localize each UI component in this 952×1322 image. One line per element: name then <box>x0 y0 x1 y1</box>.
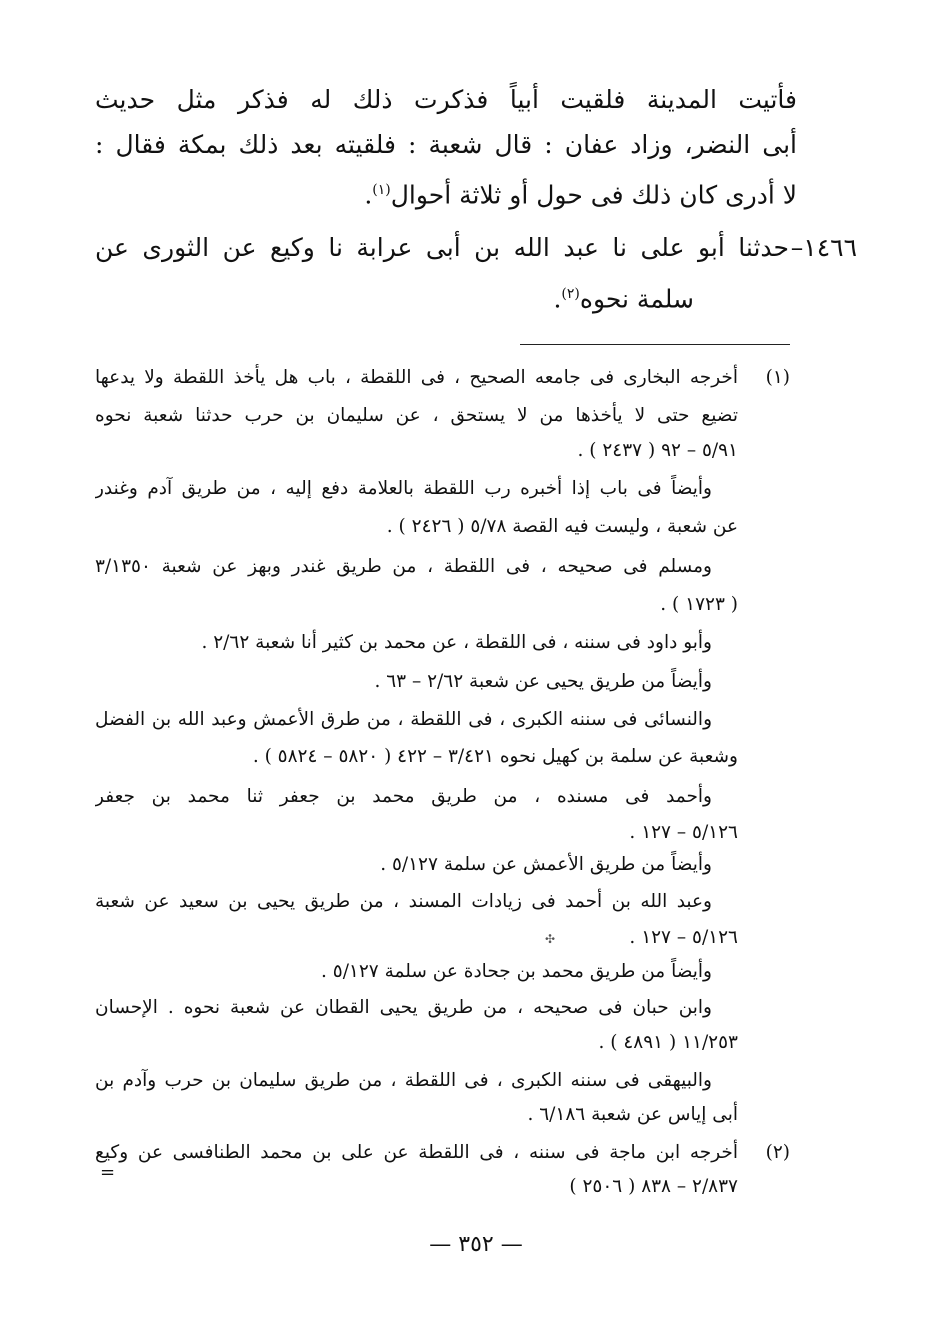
footnote-1-line-14: وأيضاً من طريق الأعمش عن سلمة ٥/١٢٧ . <box>380 854 712 875</box>
footnote-1-line-17: وأيضاً من طريق محمد بن جحادة عن سلمة ٥/١٢٧ . <box>321 961 712 982</box>
footnote-1-line-16: ٥/١٢٦ – ١٢٧ . <box>629 927 738 948</box>
footnote-1-line-3: ٥/٩١ – ٩٢ ( ٢٤٣٧ ) . <box>577 440 738 461</box>
hadith-number: ١٤٦٦– <box>790 233 857 262</box>
footnote-1-line-1: أخرجه البخارى فى جامعه الصحيح ، فى اللقطة ، باب هل يأخذ اللقطة ولا يدعها <box>95 367 738 388</box>
hadith-line-2 <box>95 274 694 319</box>
footnote-1-line-11: وشعبة عن سلمة بن كهيل نحوه ٣/٤٢١ – ٤٢٢ ( ٥٨٢٠ – ٥٨٢٤ ) . <box>252 746 738 767</box>
footnote-1-line-6: ومسلم فى صحيحه ، فى اللقطة ، من طريق غندر وبهز عن شعبة ٣/١٣٥٠ <box>95 556 712 577</box>
footnote-1-line-18: وابن حبان فى صحيحه ، من طريق يحيى القطان عن شعبة نحوه . الإحسان <box>95 997 712 1018</box>
footnote-1-line-21: أبى إياس عن شعبة ٦/١٨٦ . <box>527 1104 738 1125</box>
footnote-separator <box>520 344 790 345</box>
hadith-line-2-end: . <box>553 284 562 314</box>
main-text-line-1: فأتيت المدينة فلقيت أبياً فذكرت ذلك له فذكر مثل حديث <box>95 85 797 114</box>
footnote-2-marker: (٢) <box>765 1142 790 1163</box>
footnote-1-line-12: وأحمد فى مسنده ، من طريق محمد بن جعفر ثنا محمد بن جعفر <box>95 786 712 807</box>
main-text-line-3 <box>95 170 797 215</box>
footnote-1-line-15: وعبد الله بن أحمد فى زيادات المسند ، من طريق يحيى بن سعيد عن شعبة <box>95 891 712 912</box>
footnote-1-line-13: ٥/١٢٦ – ١٢٧ . <box>629 822 738 843</box>
footnote-ref-2: (٢) <box>561 286 580 302</box>
footnote-1-line-20: والبيهقى فى سننه الكبرى ، فى اللقطة ، من طريق سليمان بن حرب وآدم بن <box>95 1070 712 1091</box>
footnote-1-line-2: تضيع حتى لا يأخذها من لا يستحق ، عن سليمان بن حرب حدثنا شعبة نحوه <box>95 405 738 426</box>
footnote-1-marker: (١) <box>765 367 790 388</box>
footnote-1-line-9: وأيضاً من طريق يحيى عن شعبة ٢/٦٢ – ٦٣ . <box>374 671 712 692</box>
hadith-line-2-body: سلمة نحوه <box>579 284 694 314</box>
footnote-1-line-4: وأيضاً فى باب إذا أخبره رب اللقطة بالعلامة دفع إليه ، من طريق آدم وغندر <box>95 478 712 499</box>
main-text-line-3-end: . <box>364 180 373 210</box>
footnote-1-line-10: والنسائى فى سننه الكبرى ، فى اللقطة ، من طرق الأعمش وعبد الله بن الفضل <box>95 709 712 730</box>
hadith-line-1: حدثنا أبو على نا عبد الله بن أبى عرابة نا وكيع عن الثورى عن <box>95 233 789 262</box>
footnote-1-line-19: ١١/٢٥٣ ( ٤٨٩١ ) . <box>598 1032 738 1053</box>
footnote-1-line-5: عن شعبة ، وليست فيه القصة ٥/٧٨ ( ٢٤٢٦ ) . <box>386 516 738 537</box>
footnote-2-line-2: ٢/٨٣٧ – ٨٣٨ ( ٢٥٠٦ ) <box>569 1176 738 1197</box>
footnote-1-line-7: ( ١٧٢٣ ) . <box>660 594 738 615</box>
footnote-2-line-1: أخرجه ابن ماجة فى سننه ، فى اللقطة عن على بن محمد الطنافسى عن وكيع <box>95 1142 738 1163</box>
footnote-ref-1: (١) <box>372 182 391 198</box>
main-text-line-2: أبى النضر، وزاد عفان : قال شعبة : فلقيته بعد ذلك بمكة فقال : <box>95 130 797 159</box>
page-number: — ٣٥٢ — <box>429 1232 523 1257</box>
continuation-mark: = <box>100 1162 116 1183</box>
ink-speck: ✣ <box>545 932 556 946</box>
footnote-1-line-8: وأبو داود فى سننه ، فى اللقطة ، عن محمد بن كثير أنا شعبة ٢/٦٢ . <box>201 632 712 653</box>
main-text-line-3-body: لا أدرى كان ذلك فى حول أو ثلاثة أحوال <box>390 180 797 210</box>
